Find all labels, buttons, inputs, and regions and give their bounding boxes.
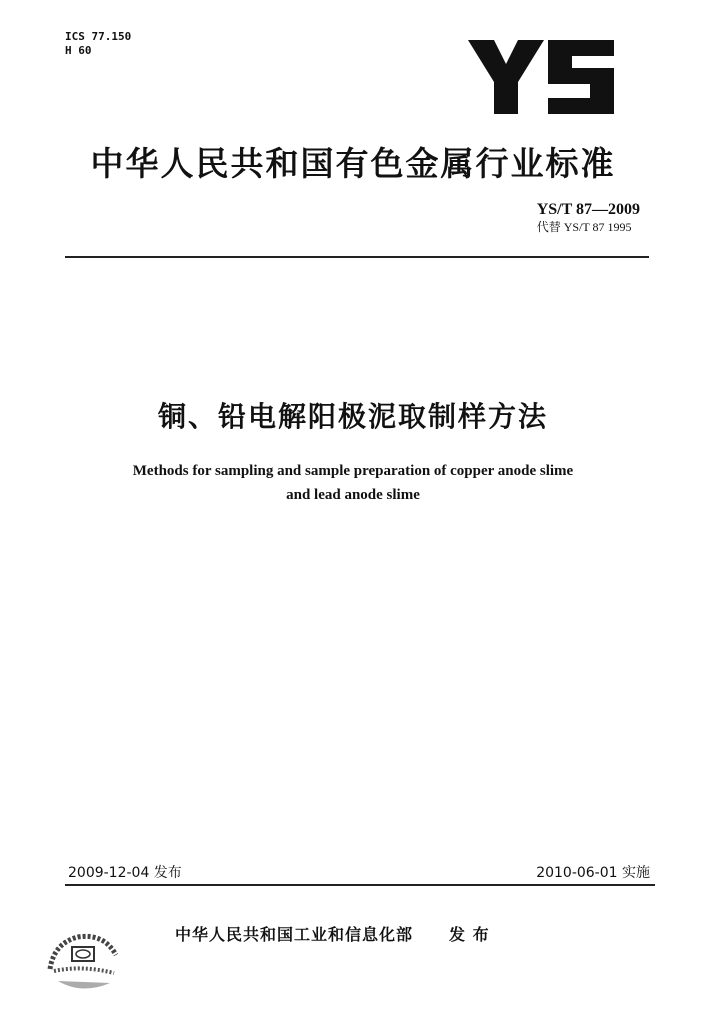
issuer-line xyxy=(175,922,490,945)
ys-logo xyxy=(468,40,618,116)
standard-number: YS/T 87—2009 xyxy=(536,201,640,218)
publisher-seal-icon xyxy=(44,925,122,995)
issuer-action: 发 布 xyxy=(449,925,490,944)
issuer-name: 中华人民共和国工业和信息化部 xyxy=(175,925,414,944)
title-english-line-1: Methods for sampling and sample preparation of copper anode slime xyxy=(132,463,574,479)
footer-divider xyxy=(65,884,655,886)
replaces-standard: 代替 YS/T 87 1995 xyxy=(536,220,632,234)
document-title-chinese: 铜、铅电解阳极泥取制样方法 xyxy=(157,400,548,433)
issue-date: 2009-12-04 发布 xyxy=(68,865,182,881)
ics-code: ICS 77.150 xyxy=(65,30,132,43)
organization-title: 中华人民共和国有色金属行业标准 xyxy=(90,144,616,183)
document-title-english xyxy=(60,459,646,507)
ys-logo-y xyxy=(468,40,544,114)
title-english-line-2: and lead anode slime xyxy=(286,487,420,503)
classification-codes xyxy=(65,30,131,58)
header-divider xyxy=(65,256,649,258)
ccs-code: H 60 xyxy=(65,44,92,57)
implementation-date: 2010-06-01 实施 xyxy=(536,865,650,881)
ys-logo-s xyxy=(548,40,614,114)
standard-number-block xyxy=(537,201,640,234)
